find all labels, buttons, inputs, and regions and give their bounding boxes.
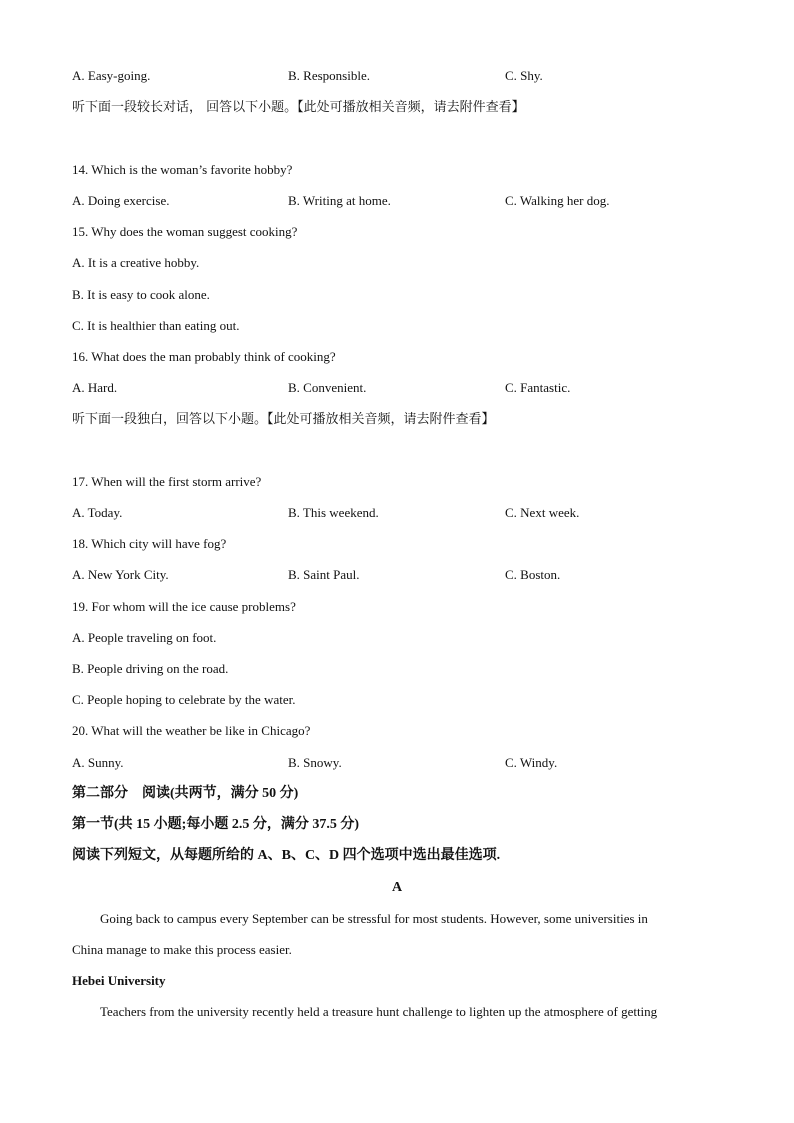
- question-15: 15. Why does the woman suggest cooking?: [72, 224, 298, 239]
- question-19: 19. For whom will the ice cause problems?: [72, 599, 296, 614]
- passage-label: A: [391, 880, 403, 895]
- q17-option-b: B. This weekend.: [288, 505, 379, 520]
- subheading-hebei-university: Hebei University: [72, 973, 166, 988]
- instruction-long-dialogue: 听下面一段较长对话， 回答以下小题。【此处可播放相关音频，请去附件查看】: [72, 100, 525, 115]
- q17-option-c: C. Next week.: [505, 505, 580, 520]
- q15-option-a: A. It is a creative hobby.: [72, 255, 200, 270]
- q18-option-c: C. Boston.: [505, 567, 561, 582]
- q14-option-b: B. Writing at home.: [288, 193, 391, 208]
- q16-option-c: C. Fantastic.: [505, 380, 571, 395]
- question-20: 20. What will the weather be like in Chicago?: [72, 723, 311, 738]
- q13-option-b: B. Responsible.: [288, 68, 370, 83]
- part2-heading: 第二部分 阅读(共两节，满分 50 分): [72, 786, 299, 801]
- section1-heading: 第一节(共 15 小题;每小题 2.5 分，满分 37.5 分): [72, 817, 359, 832]
- q15-option-c: C. It is healthier than eating out.: [72, 318, 240, 333]
- q14-option-c: C. Walking her dog.: [505, 193, 610, 208]
- q16-option-a: A. Hard.: [72, 380, 118, 395]
- q20-option-c: C. Windy.: [505, 755, 558, 770]
- q19-option-b: B. People driving on the road.: [72, 661, 229, 676]
- q17-option-a: A. Today.: [72, 505, 123, 520]
- q19-option-c: C. People hoping to celebrate by the water.: [72, 692, 296, 707]
- instruction-monologue: 听下面一段独白，回答以下小题。【此处可播放相关音频，请去附件查看】: [72, 412, 495, 427]
- question-17: 17. When will the first storm arrive?: [72, 474, 262, 489]
- q20-option-a: A. Sunny.: [72, 755, 124, 770]
- passage-body-line1: Teachers from the university recently held a treasure hunt challenge to lighten up the atmosphere of getting: [100, 1004, 658, 1019]
- q20-option-b: B. Snowy.: [288, 755, 342, 770]
- question-18: 18. Which city will have fog?: [72, 536, 227, 551]
- question-14: 14. Which is the woman’s favorite hobby?: [72, 162, 293, 177]
- q19-option-a: A. People traveling on foot.: [72, 630, 217, 645]
- q15-option-b: B. It is easy to cook alone.: [72, 287, 210, 302]
- q14-option-a: A. Doing exercise.: [72, 193, 170, 208]
- q16-option-b: B. Convenient.: [288, 380, 367, 395]
- passage-intro-line1: Going back to campus every September can be stressful for most students. However, some universities in: [100, 911, 648, 926]
- passage-intro-line2: China manage to make this process easier.: [72, 942, 292, 957]
- q18-option-b: B. Saint Paul.: [288, 567, 360, 582]
- q18-option-a: A. New York City.: [72, 567, 169, 582]
- q13-option-a: A. Easy-going.: [72, 68, 151, 83]
- q13-option-c: C. Shy.: [505, 68, 543, 83]
- reading-instruction: 阅读下列短文，从每题所给的 A、B、C、D 四个选项中选出最佳选项.: [72, 848, 501, 863]
- question-16: 16. What does the man probably think of cooking?: [72, 349, 336, 364]
